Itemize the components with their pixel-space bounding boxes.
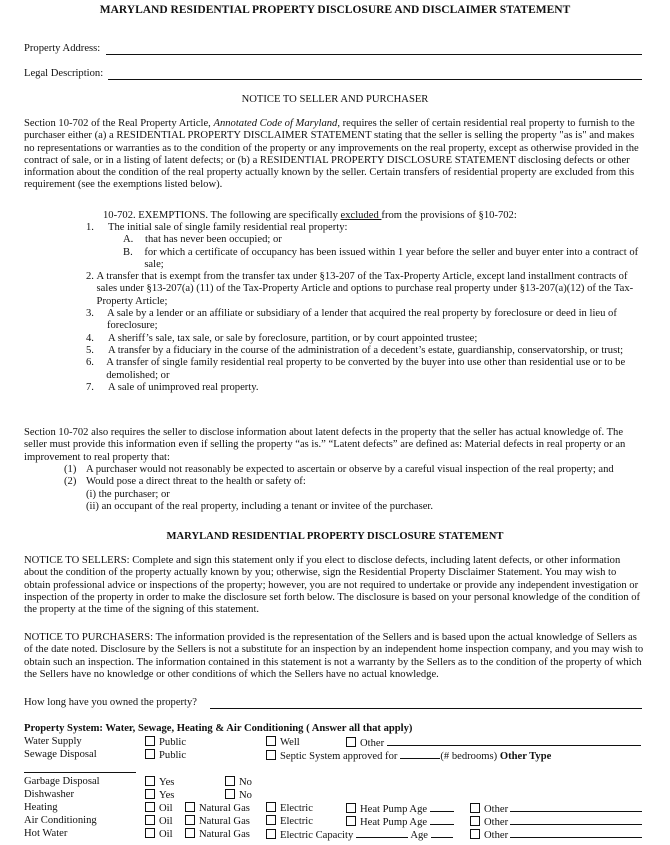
garbage-yes-option[interactable] xyxy=(145,776,174,789)
checkbox[interactable] xyxy=(145,776,155,786)
option-label: Natural Gas xyxy=(199,829,250,840)
checkbox[interactable] xyxy=(470,803,480,813)
checkbox[interactable] xyxy=(225,789,235,799)
water-other-field[interactable] xyxy=(387,736,641,746)
notice-paragraph xyxy=(24,118,644,192)
other-type-label: Other Type xyxy=(499,751,552,762)
owned-field[interactable] xyxy=(210,697,642,709)
item-text: The initial sale of single family residential real property: xyxy=(108,222,348,233)
option-label: Other xyxy=(360,738,385,749)
checkbox[interactable] xyxy=(266,750,276,760)
septic-option[interactable] xyxy=(266,749,551,763)
garbage-disposal-label: Garbage Disposal xyxy=(24,776,100,787)
option-label: Septic System approved for xyxy=(280,751,398,762)
option-label: Public xyxy=(159,737,187,748)
ac-gas-option[interactable] xyxy=(185,815,250,828)
list-item: (i) the purchaser; or xyxy=(86,488,170,500)
checkbox[interactable] xyxy=(185,802,195,812)
list-item: 1. The initial sale of single family residential real property: xyxy=(86,222,348,233)
option-label: Yes xyxy=(159,777,175,788)
dishwasher-no-option[interactable] xyxy=(225,789,252,802)
ac-oil-option[interactable] xyxy=(145,815,173,828)
checkbox[interactable] xyxy=(266,802,276,812)
checkbox[interactable] xyxy=(266,815,276,825)
checkbox[interactable] xyxy=(145,749,155,759)
property-address-label: Property Address: xyxy=(24,43,101,54)
list-item: 5. A transfer by a fiduciary in the course of the administration of a decedent’s estate, guardianship, conservatorship, or trust; xyxy=(86,344,624,356)
notice-heading: NOTICE TO SELLER AND PURCHASER xyxy=(241,94,429,105)
hot-water-electric-option[interactable] xyxy=(266,828,453,842)
checkbox[interactable] xyxy=(145,828,155,838)
bedrooms-label: (# bedrooms) xyxy=(440,751,498,762)
checkbox[interactable] xyxy=(225,776,235,786)
notice-text-cont: , requires the seller of certain residential real property to furnish to the purchaser either (a) a RESIDENTIAL PROPERTY DISCLAIMER STATEMENT stating that the seller is selling the property "as is" and makes no representations or warranties as to the condition of the property or any improvements on the real property, except as otherwise provided in the contract of sale, or in a listing of latent defects; or (b) a RESIDENTIAL PROPERTY DISCLOSURE STATEMENT disclosing defects or other information about the condition of the real property actually known by the seller. Certain transfers of residential property are excluded from this requirement (see the exemptions listed below). xyxy=(24,118,639,191)
checkbox[interactable] xyxy=(185,815,195,825)
checkbox[interactable] xyxy=(470,829,480,839)
water-supply-label: Water Supply xyxy=(24,736,82,747)
ac-row xyxy=(24,815,644,827)
disclosure-heading: MARYLAND RESIDENTIAL PROPERTY DISCLOSURE STATEMENT xyxy=(166,531,504,542)
list-item: (ii) an occupant of the real property, including a tenant or invitee of the purchaser. xyxy=(86,500,434,512)
garbage-disposal-row xyxy=(24,776,324,788)
option-label: Natural Gas xyxy=(199,816,250,827)
option-label: Yes xyxy=(159,790,175,801)
excluded-text: excluded xyxy=(340,210,382,221)
checkbox[interactable] xyxy=(346,803,356,813)
item-text: A sale of unimproved real property. xyxy=(108,381,259,393)
option-label: Heat Pump Age xyxy=(360,817,428,828)
heating-gas-option[interactable] xyxy=(185,802,250,815)
notice-to-sellers: NOTICE TO SELLERS: Complete and sign this statement only if you elect to disclose defects, including latent defects, or other information about the condition of the property actually known by you; otherwise, sign the Residential Property Disclaimer Statement. You may wish to obtain professional advice or inspections of the property; however, you are not required to undertake or provide any independent investigation or inspection of the property in order to make the disclosure set forth below. The disclosure is based on your personal knowledge of the condition of the property at the time of the signing of this statement. xyxy=(24,555,641,616)
heating-other-field[interactable] xyxy=(510,802,642,812)
owned-label: How long have you owned the property? xyxy=(24,697,197,708)
option-label: Public xyxy=(159,750,187,761)
item-text: for which a certificate of occupancy has been issued within 1 year before the seller and buyer enter into a contract of sale; xyxy=(144,246,639,270)
checkbox[interactable] xyxy=(145,815,155,825)
dishwasher-row xyxy=(24,789,324,801)
ac-electric-option[interactable] xyxy=(266,815,313,828)
checkbox[interactable] xyxy=(346,816,356,826)
garbage-no-option[interactable] xyxy=(225,776,252,789)
option-label: Well xyxy=(280,737,300,748)
item-text: A transfer of single family residential real property to be converted by the buyer into use other than residential use or to be demolished; or xyxy=(106,357,626,381)
dishwasher-yes-option[interactable] xyxy=(145,789,174,802)
list-item: (2) Would pose a direct threat to the health or safety of: xyxy=(64,476,306,488)
item-text: A transfer that is exempt from the transfer tax under §13-207 of the Tax-Property Article, except land installment contracts of sales under §13-207(a) (11) of the Tax-Property Article and options to purchase real property under §13-207(a)(12) of the Tax-Property Article; xyxy=(96,271,634,307)
list-item: (1) A purchaser would not reasonably be expected to ascertain or observe by a careful visual inspection of the real property; and xyxy=(64,464,614,475)
latent-defects-paragraph: Section 10-702 also requires the seller to disclose information about latent defects in the property that the seller has actual knowledge of. The seller must provide this information even if selling the property “as is.” “Latent defects” are defined as: Material defects in real property or an improvement to real property that: xyxy=(24,427,626,463)
annotated-code-text: Annotated Code of Maryland xyxy=(213,118,338,129)
ac-other-field[interactable] xyxy=(510,815,642,825)
checkbox[interactable] xyxy=(145,736,155,746)
water-supply-row xyxy=(24,736,644,748)
heating-row xyxy=(24,802,644,814)
water-public-option[interactable] xyxy=(145,736,186,749)
option-label: No xyxy=(239,790,252,801)
checkbox[interactable] xyxy=(266,829,276,839)
legal-description-label: Legal Description: xyxy=(24,68,104,79)
hot-water-gas-option[interactable] xyxy=(185,828,250,841)
bedrooms-field[interactable] xyxy=(400,749,440,759)
list-item: B. for which a certificate of occupancy has been issued within 1 year before the seller and buyer enter into a contract of sale; xyxy=(123,247,644,272)
legal-description-field[interactable] xyxy=(108,68,642,80)
list-item: 3. A sale by a lender or an affiliate or subsidiary of a lender that acquired the real property by foreclosure or deed in lieu of foreclosure; xyxy=(86,308,644,333)
heat-pump-age-field[interactable] xyxy=(430,802,454,812)
option-label: Other xyxy=(484,830,509,841)
list-item: A. that has never been occupied; or xyxy=(123,234,282,246)
capacity-field[interactable] xyxy=(356,828,408,838)
dishwasher-label: Dishwasher xyxy=(24,789,75,800)
checkbox[interactable] xyxy=(145,789,155,799)
heat-pump-age-field[interactable] xyxy=(430,815,454,825)
option-label: Other xyxy=(484,817,509,828)
list-item: 4. A sheriff’s sale, tax sale, or sale by foreclosure, partition, or by court appointed trustee; xyxy=(86,332,478,344)
hot-water-row xyxy=(24,828,644,840)
option-label: Other xyxy=(484,804,509,815)
notice-to-purchasers: NOTICE TO PURCHASERS: The information provided is the representation of the Sellers and is based upon the actual knowledge of Sellers as of the date noted. Disclosure by the Sellers is not a substitute for an inspection by an independent home inspection company, and you may wish to obtain such an inspection. The information contained in this statement is not a warranty by the Sellers as to the condition of the property of which the Sellers have no knowledge or other conditions of which the Sellers have no actual knowledge. xyxy=(24,632,644,680)
option-label: Oil xyxy=(159,829,173,840)
option-label: Natural Gas xyxy=(199,803,250,814)
list-item: 6. A transfer of single family residential real property to be converted by the buyer into use other than residential use or to be demolished; or xyxy=(86,357,644,382)
option-label: Electric xyxy=(280,816,313,827)
exemptions-list xyxy=(86,222,644,394)
option-label: Heat Pump Age xyxy=(360,804,428,815)
age-field[interactable] xyxy=(431,828,453,838)
latent-defects-list xyxy=(64,464,644,513)
item-text: A transfer by a fiduciary in the course of the administration of a decedent’s estate, guardianship, conservatorship, or trust; xyxy=(108,344,624,356)
option-label: Oil xyxy=(159,803,173,814)
checkbox[interactable] xyxy=(145,802,155,812)
water-well-option[interactable] xyxy=(266,736,300,749)
item-text: A sale by a lender or an affiliate or subsidiary of a lender that acquired the real property by foreclosure or deed in lieu of foreclosure; xyxy=(106,308,617,332)
item-text: A sheriff’s sale, tax sale, or sale by foreclosure, partition, or by court appointed trustee; xyxy=(108,332,478,344)
exemptions-intro xyxy=(103,210,643,222)
blank-field[interactable] xyxy=(24,762,136,773)
list-item: 2. A transfer that is exempt from the transfer tax under §13-207 of the Tax-Property Article, except land installment contracts of sales under §13-207(a) (11) of the Tax-Property Article and options to purchase real property under §13-207(a)(12) of the Tax-Property Article; xyxy=(86,271,644,308)
option-label: Electric xyxy=(280,803,313,814)
item-text: that has never been occupied; or xyxy=(145,234,282,246)
option-label: No xyxy=(239,777,252,788)
property-address-field[interactable] xyxy=(106,43,642,55)
document-title: MARYLAND RESIDENTIAL PROPERTY DISCLOSURE AND DISCLAIMER STATEMENT xyxy=(99,4,571,16)
notice-text: Section 10-702 of the Real Property Article, xyxy=(24,118,214,129)
exemptions-text: 10-702. EXEMPTIONS. The following are specifically xyxy=(103,210,341,221)
checkbox[interactable] xyxy=(346,737,356,747)
item-text: Would pose a direct threat to the health or safety of: xyxy=(86,476,306,488)
checkbox[interactable] xyxy=(266,736,276,746)
hot-water-other-option[interactable] xyxy=(470,828,642,842)
sewage-row xyxy=(24,749,644,761)
hot-water-oil-option[interactable] xyxy=(145,828,173,841)
checkbox[interactable] xyxy=(185,828,195,838)
checkbox[interactable] xyxy=(470,816,480,826)
sewage-public-option[interactable] xyxy=(145,749,186,762)
option-label: Electric Capacity xyxy=(280,830,354,841)
heating-electric-option[interactable] xyxy=(266,802,313,815)
item-text: A purchaser would not reasonably be expected to ascertain or observe by a careful visual inspection of the real property; and xyxy=(86,464,614,475)
hot-water-label: Hot Water xyxy=(24,828,68,839)
list-item: 7. A sale of unimproved real property. xyxy=(86,381,259,393)
age-label: Age xyxy=(410,830,428,841)
exemptions-text-end: from the provisions of §10-702: xyxy=(381,210,517,221)
heating-label: Heating xyxy=(24,802,58,813)
property-system-heading: Property System: Water, Sewage, Heating & Air Conditioning ( Answer all that apply) xyxy=(24,723,413,734)
ac-label: Air Conditioning xyxy=(24,815,97,826)
heating-oil-option[interactable] xyxy=(145,802,173,815)
sewage-label: Sewage Disposal xyxy=(24,749,97,760)
option-label: Oil xyxy=(159,816,173,827)
hot-water-other-field[interactable] xyxy=(510,828,642,838)
